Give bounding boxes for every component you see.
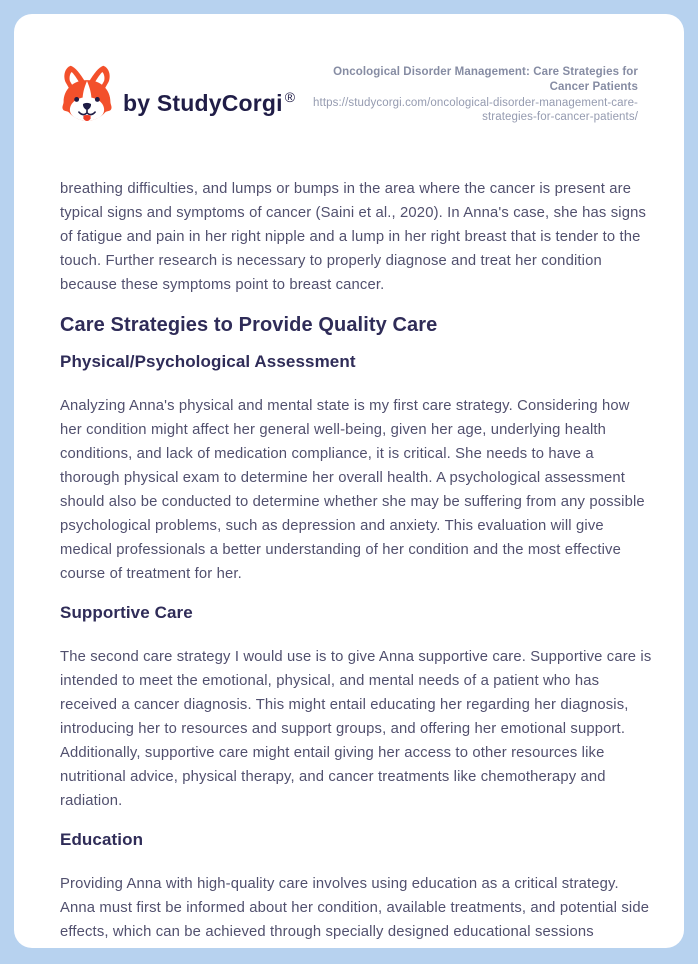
brand-wordmark — [123, 73, 295, 117]
registered-trademark-symbol: ® — [284, 88, 296, 105]
paragraph-assessment: Analyzing Anna's physical and mental state is my first care strategy. Considering how her condition might affect her general well-being, given her age, underlying health conditions, and lack of medication compliance, it is critical. She needs to have a thorough physical exam to determine her overall health. A psychological assessment should also be conducted to determine whether she may be suffering from any possible psychological problems, such as depression and anxiety. This evaluation will give medical professionals a better understanding of her condition and the most effective course of treatment for her. — [60, 398, 645, 582]
paragraph-education: Providing Anna with high-quality care involves using education as a critical strategy. Anna must first be informed about her condition, available treatments, and potential side effects, which can be achieved through specially designed educational sessions — [60, 876, 650, 940]
subsection-heading-education: Education — [60, 830, 144, 849]
essay-content — [60, 177, 654, 944]
corgi-logo-icon — [60, 64, 114, 125]
document-title: Oncological Disorder Management: Care Strategies for Cancer Patients — [333, 66, 638, 93]
section-heading-care-strategies: Care Strategies to Provide Quality Care — [60, 314, 438, 336]
paragraph-intro: breathing difficulties, and lumps or bumps in the area where the cancer is present are typical signs and symptoms of cancer (Saini et al., 2020). In Anna's case, she has signs of fatigue and pain in her right nipple and a lump in her right breast that is tender to the touch. Further research is necessary to properly diagnose and treat her condition because these symptoms point to breast cancer. — [60, 181, 647, 293]
paragraph-supportive-care: The second care strategy I would use is to give Anna supportive care. Supportive care is intended to meet the emotional, physical, and mental needs of a patient who has received a cancer diagnosis. This might entail educating her regarding her diagnosis, introducing her to resources and support groups, and offering her emotional support. Additionally, supportive care might entail giving her access to other resources like nutritional advice, physical therapy, and cancer treatments like chemotherapy and radiation. — [60, 649, 652, 809]
document-url-link[interactable]: https://studycorgi.com/oncological-disorder-management-care-strategies-for-cancer-patients/ — [313, 97, 638, 123]
document-header — [60, 64, 638, 125]
studycorgi-logo-link[interactable] — [60, 64, 295, 125]
document-card — [14, 14, 684, 948]
brand-label: by StudyCorgi — [123, 89, 283, 116]
subsection-heading-assessment: Physical/Psychological Assessment — [60, 352, 356, 371]
subsection-heading-supportive-care: Supportive Care — [60, 603, 193, 622]
document-meta — [312, 64, 638, 124]
